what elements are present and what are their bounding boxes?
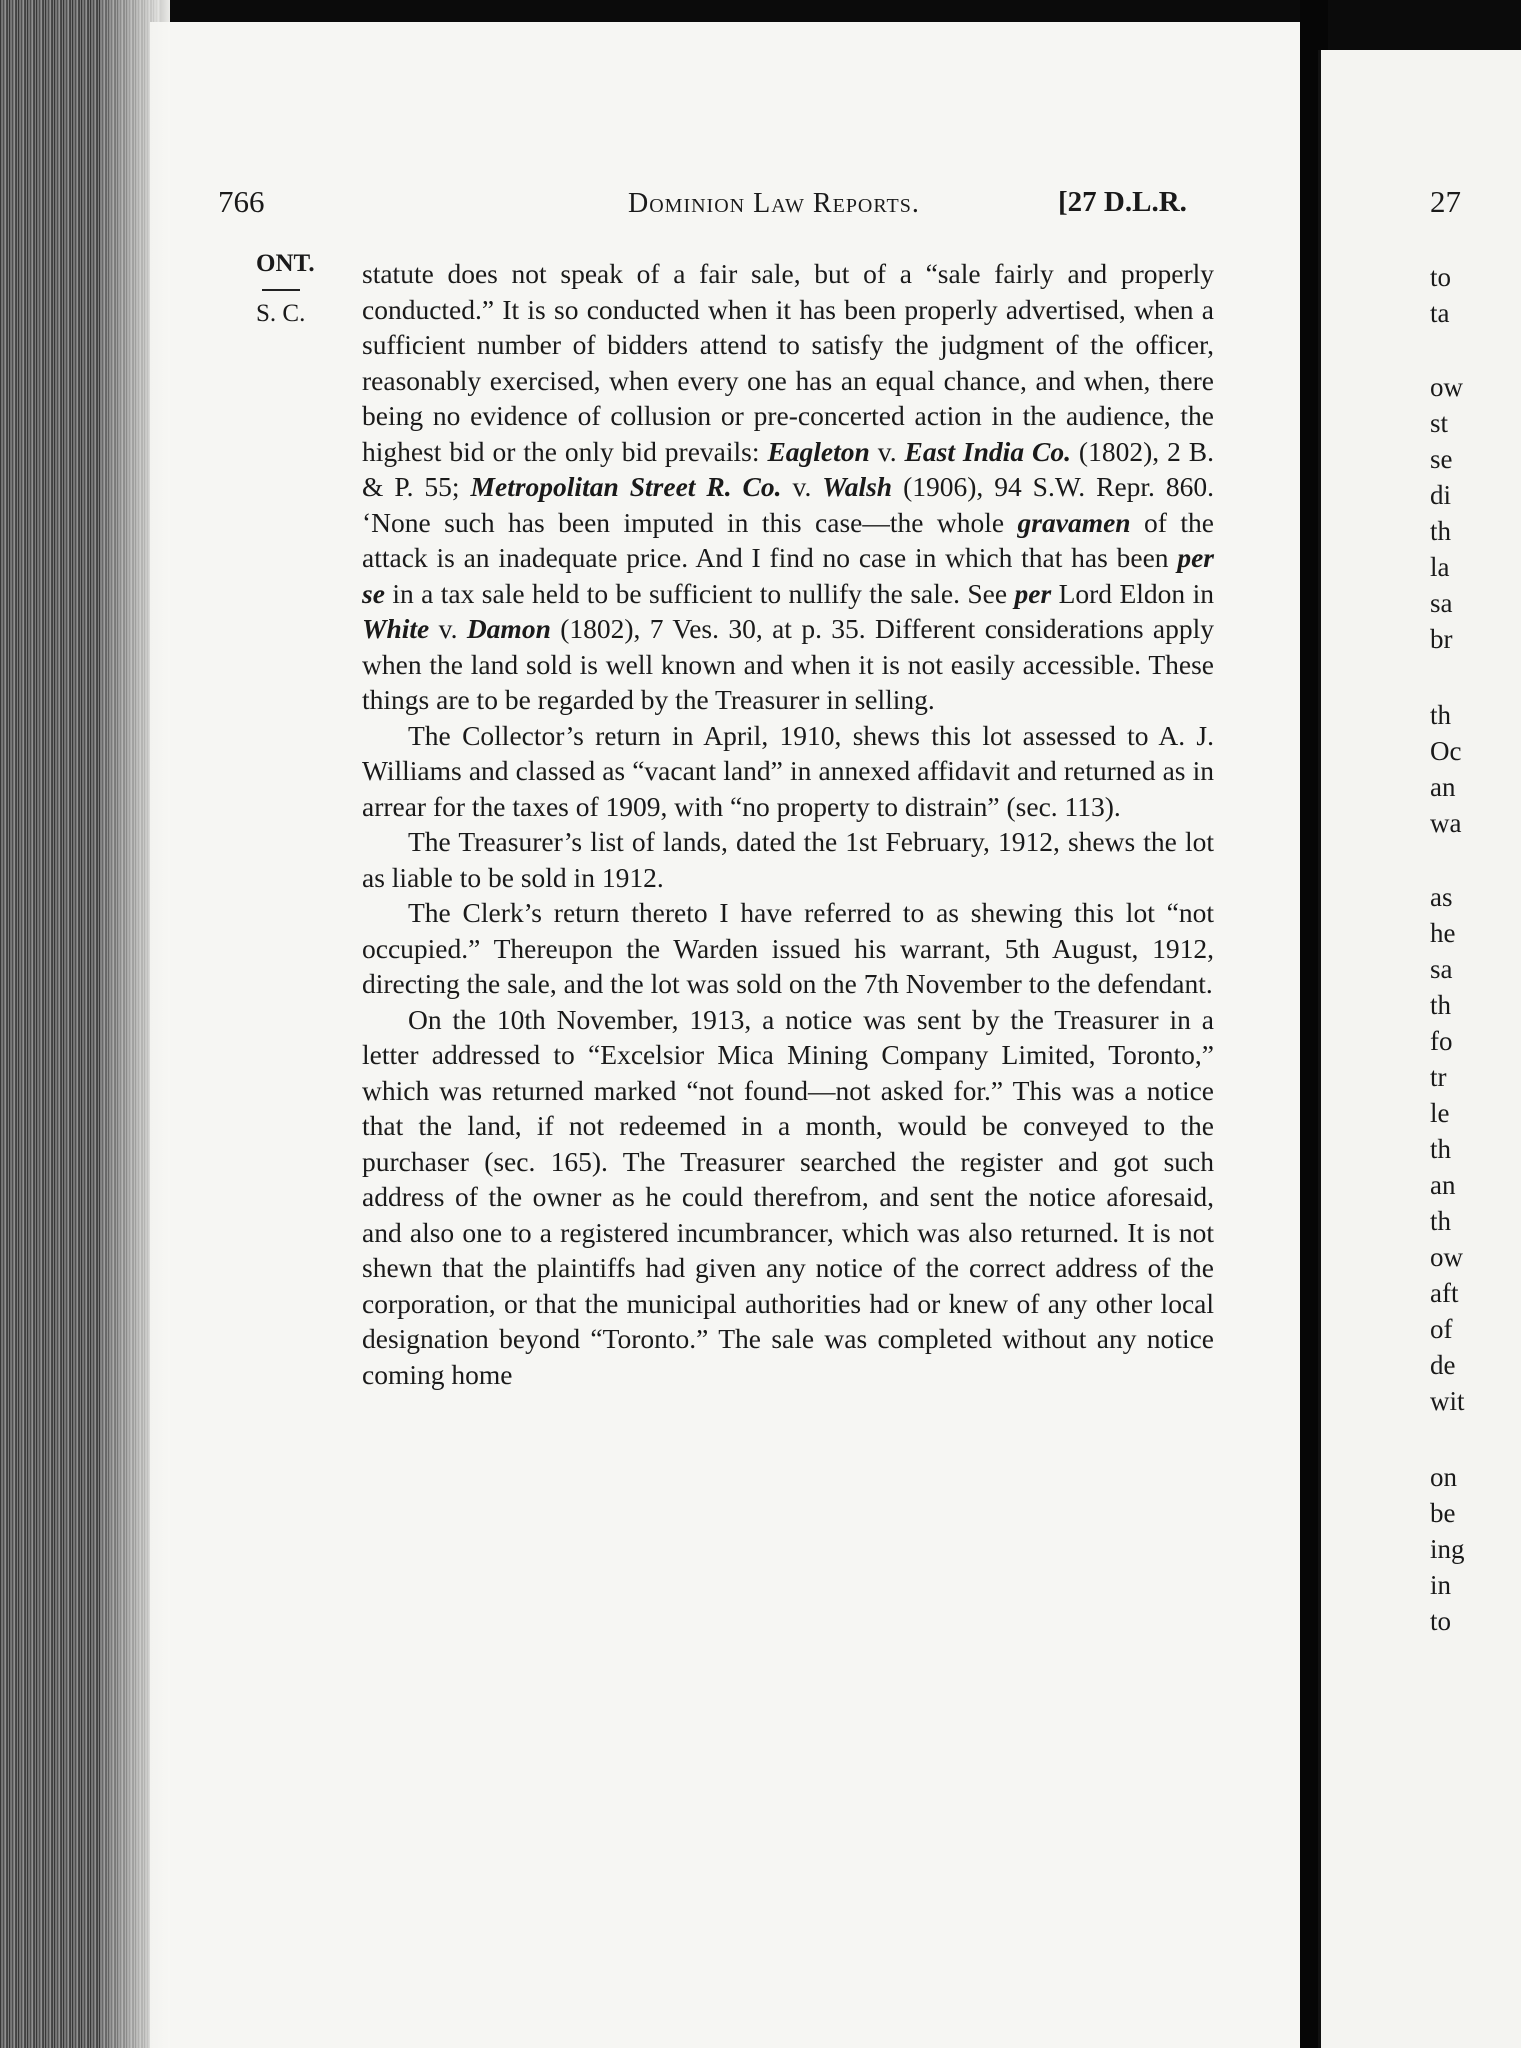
case-citation-italic: White <box>362 613 430 644</box>
body-text <box>362 256 1214 1392</box>
text-run: statute does not speak of a fair sale, but of a “sale fairly and properly conducted.” It is so conducted when it has been properly advertised, when a sufficient number of bidders attend to satisfy the judgment of the officer, reasonably exercised, when every one has an equal chance, and when, there being no evidence of collusion or pre-concerted action in the audience, the highest bid or the only bid prevails: <box>362 258 1214 467</box>
text-run: (1802), 7 Ves. 30, at p. 35. Different considerations apply when the land sold is well known and when it is not easily accessible. These things are to be regarded by the Treasurer in selling. <box>362 613 1215 715</box>
right-page-fragment: wit <box>1430 1386 1465 1416</box>
right-page-fragment: he <box>1430 918 1456 948</box>
text-run: v. <box>429 613 467 644</box>
right-page-fragment: aft <box>1430 1278 1459 1308</box>
case-citation-italic: Damon <box>466 613 551 644</box>
text-run: The Clerk’s return thereto I have referred to as shewing this lot “not occupied.” Thereupon the Warden issued his warrant, 5th August, 1912, directing the sale, and the lot was sold on the 7th November to the defendant. <box>362 897 1214 999</box>
text-run: Lord Eldon in <box>1051 577 1214 609</box>
right-page-fragment: ow <box>1430 372 1463 402</box>
body-paragraph <box>362 718 1214 825</box>
right-page <box>1318 50 1521 2048</box>
text-run: v. <box>781 471 823 502</box>
case-citation-italic: gravamen <box>1017 506 1131 538</box>
right-page-fragment: be <box>1430 1498 1456 1528</box>
margin-court-label: ONT. <box>256 250 315 277</box>
right-page-fragment: la <box>1430 552 1450 582</box>
right-page-fragment: se <box>1430 444 1453 474</box>
spine-shadow <box>100 0 170 2048</box>
right-page-fragment: th <box>1430 700 1452 730</box>
right-page-fragment: Oc <box>1430 736 1462 766</box>
right-page-fragment: sa <box>1430 954 1453 984</box>
body-paragraph <box>362 1002 1214 1393</box>
case-citation-italic: Walsh <box>822 471 893 502</box>
right-page-fragment: wa <box>1430 808 1462 838</box>
body-paragraph <box>362 256 1214 718</box>
right-page-fragment: tr <box>1430 1062 1447 1092</box>
case-citation-italic: East India Co. <box>904 435 1071 467</box>
text-run: v. <box>869 435 905 467</box>
text-run: (1906), 94 S.W. Repr. 860. ‘None such has been imputed in this case—the whole <box>362 471 1215 538</box>
page-number: 766 <box>218 184 265 219</box>
margin-rule <box>262 289 300 291</box>
right-page-fragment: an <box>1430 1170 1456 1200</box>
body-paragraph <box>362 895 1214 1002</box>
right-page-fragment: as <box>1430 882 1453 912</box>
right-page-fragment: sa <box>1430 588 1453 618</box>
right-page-fragment: on <box>1430 1462 1457 1492</box>
margin-court-sublabel: S. C. <box>256 300 306 327</box>
volume-reference: [27 D.L.R. <box>1058 186 1187 218</box>
text-run: in a tax sale held to be sufficient to nullify the sale. See <box>384 577 1015 609</box>
running-head: Dominion Law Reports. <box>628 188 920 219</box>
right-page-fragment: to <box>1430 1606 1452 1636</box>
right-page-fragment: le <box>1430 1098 1450 1128</box>
right-page-fragment: th <box>1430 1134 1452 1164</box>
right-page-fragment: st <box>1430 408 1449 438</box>
right-page-fragment: an <box>1430 772 1456 802</box>
right-page-fragment: th <box>1430 990 1452 1020</box>
right-page-fragment: of <box>1430 1314 1453 1344</box>
text-run: The Collector’s return in April, 1910, shews this lot assessed to A. J. Williams and classed as “vacant land” in annexed affidavit and returned as in arrear for the taxes of 1909, with “no property to distrain” (sec. 113). <box>362 719 1214 822</box>
case-citation-italic: Eagleton <box>767 435 870 467</box>
text-run: The Treasurer’s list of lands, dated the 1st February, 1912, shews the lot as liable to be sold in 1912. <box>362 826 1214 893</box>
right-page-fragment: de <box>1430 1350 1456 1380</box>
right-page-fragment: ing <box>1430 1534 1465 1564</box>
right-page-fragment: ow <box>1430 1242 1463 1272</box>
body-paragraph <box>362 824 1214 895</box>
case-citation-italic: Metropolitan Street R. Co. <box>470 471 782 502</box>
right-page-fragment: th <box>1430 516 1452 546</box>
right-page-fragment: br <box>1430 624 1453 654</box>
text-run: of the attack is an inadequate price. And I find no case in which that has been <box>362 506 1214 573</box>
right-page-fragment: ta <box>1430 298 1450 328</box>
right-page-number: 27 <box>1430 184 1461 219</box>
right-page-fragment: to <box>1430 262 1452 292</box>
right-page-fragment: th <box>1430 1206 1452 1236</box>
text-run: On the 10th November, 1913, a notice was sent by the Treasurer in a letter addressed to “Excelsior Mica Mining Company Limited, Toronto,” which was returned marked “not found—not asked for.” This was a notice that the land, if not redeemed in a month, would be conveyed to the purchaser (sec. 165). The Treasurer searched the register and got such address of the owner as he could therefrom, and sent the notice aforesaid, and also one to a registered incumbrancer, which was also returned. It is not shewn that the plaintiffs had given any notice of the correct address of the corporation, or that the municipal authorities had or knew of any other local designation beyond “Toronto.” The sale was completed without any notice coming home <box>362 1003 1214 1390</box>
right-page-fragment: fo <box>1430 1026 1453 1056</box>
case-citation-italic: per se <box>362 542 1214 609</box>
text-run: (1802), 2 B. & P. 55; <box>362 435 1214 502</box>
right-page-fragment: in <box>1430 1570 1452 1600</box>
case-citation-italic: per <box>1014 577 1052 609</box>
right-page-fragment: di <box>1430 480 1452 510</box>
